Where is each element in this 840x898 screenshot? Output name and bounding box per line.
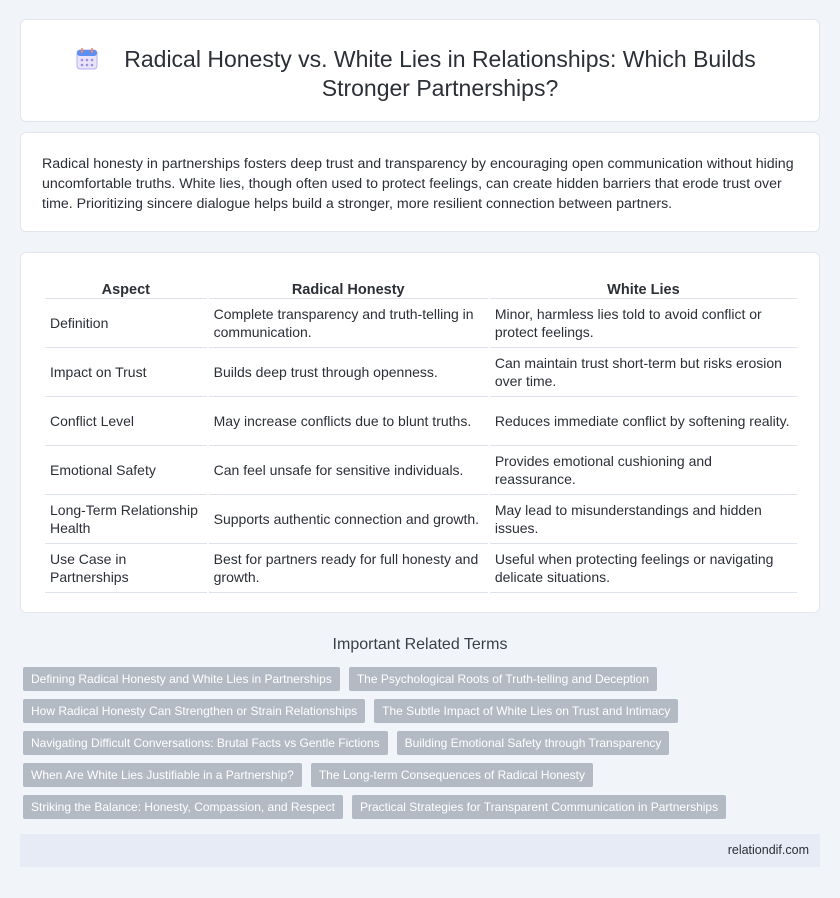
white-lies-cell: Reduces immediate conflict by softening reality. (490, 397, 797, 446)
column-header-aspect: Aspect (45, 275, 207, 299)
comparison-table (43, 275, 799, 593)
white-lies-cell: Minor, harmless lies told to avoid conflict or protect feelings. (490, 299, 797, 348)
related-term-tag[interactable]: Practical Strategies for Transparent Communication in Partnerships (352, 795, 726, 819)
radical-honesty-cell: Supports authentic connection and growth. (209, 495, 488, 544)
aspect-cell: Use Case in Partnerships (45, 544, 207, 593)
aspect-cell: Emotional Safety (45, 446, 207, 495)
white-lies-cell: Can maintain trust short-term but risks erosion over time. (490, 348, 797, 397)
column-header-white-lies: White Lies (490, 275, 797, 299)
column-header-radical-honesty: Radical Honesty (209, 275, 488, 299)
related-terms-list (23, 667, 823, 827)
radical-honesty-cell: Can feel unsafe for sensitive individuals. (209, 446, 488, 495)
header-card (20, 19, 820, 122)
related-term-tag[interactable]: When Are White Lies Justifiable in a Partnership? (23, 763, 302, 787)
table-row (45, 495, 797, 544)
related-term-tag[interactable]: How Radical Honesty Can Strengthen or Strain Relationships (23, 699, 365, 723)
aspect-cell: Long-Term Relationship Health (45, 495, 207, 544)
white-lies-cell: Provides emotional cushioning and reassurance. (490, 446, 797, 495)
aspect-cell: Impact on Trust (45, 348, 207, 397)
table-header-row (45, 275, 797, 299)
table-row (45, 299, 797, 348)
white-lies-cell: May lead to misunderstandings and hidden issues. (490, 495, 797, 544)
aspect-cell: Definition (45, 299, 207, 348)
radical-honesty-cell: Best for partners ready for full honesty and growth. (209, 544, 488, 593)
related-term-tag[interactable]: Striking the Balance: Honesty, Compassion, and Respect (23, 795, 343, 819)
related-term-tag[interactable]: Navigating Difficult Conversations: Brutal Facts vs Gentle Fictions (23, 731, 388, 755)
intro-card (20, 132, 820, 232)
radical-honesty-cell: Builds deep trust through openness. (209, 348, 488, 397)
radical-honesty-cell: Complete transparency and truth-telling in communication. (209, 299, 488, 348)
table-row (45, 348, 797, 397)
comparison-table-card (20, 252, 820, 613)
related-terms-heading: Important Related Terms (332, 636, 508, 653)
related-term-tag[interactable]: Building Emotional Safety through Transparency (397, 731, 670, 755)
related-term-tag[interactable]: The Subtle Impact of White Lies on Trust and Intimacy (374, 699, 678, 723)
table-row (45, 544, 797, 593)
table-row (45, 397, 797, 446)
aspect-cell: Conflict Level (45, 397, 207, 446)
radical-honesty-cell: May increase conflicts due to blunt truths. (209, 397, 488, 446)
related-term-tag[interactable]: The Psychological Roots of Truth-telling and Deception (349, 667, 657, 691)
related-term-tag[interactable]: Defining Radical Honesty and White Lies in Partnerships (23, 667, 340, 691)
site-name[interactable]: relationdif.com (727, 843, 809, 857)
intro-text: Radical honesty in partnerships fosters deep trust and transparency by encouraging open communication without hiding uncomfortable truths. White lies, though often used to protect feelings, can create hidden barriers that erode trust over time. Prioritizing sincere dialogue helps build a stronger, more resilient connection between partners. (42, 156, 794, 212)
white-lies-cell: Useful when protecting feelings or navigating delicate situations. (490, 544, 797, 593)
footer (20, 834, 820, 867)
page-title: Radical Honesty vs. White Lies in Relationships: Which Builds Stronger Partnerships? (124, 46, 756, 101)
table-row (45, 446, 797, 495)
related-term-tag[interactable]: The Long-term Consequences of Radical Honesty (311, 763, 593, 787)
